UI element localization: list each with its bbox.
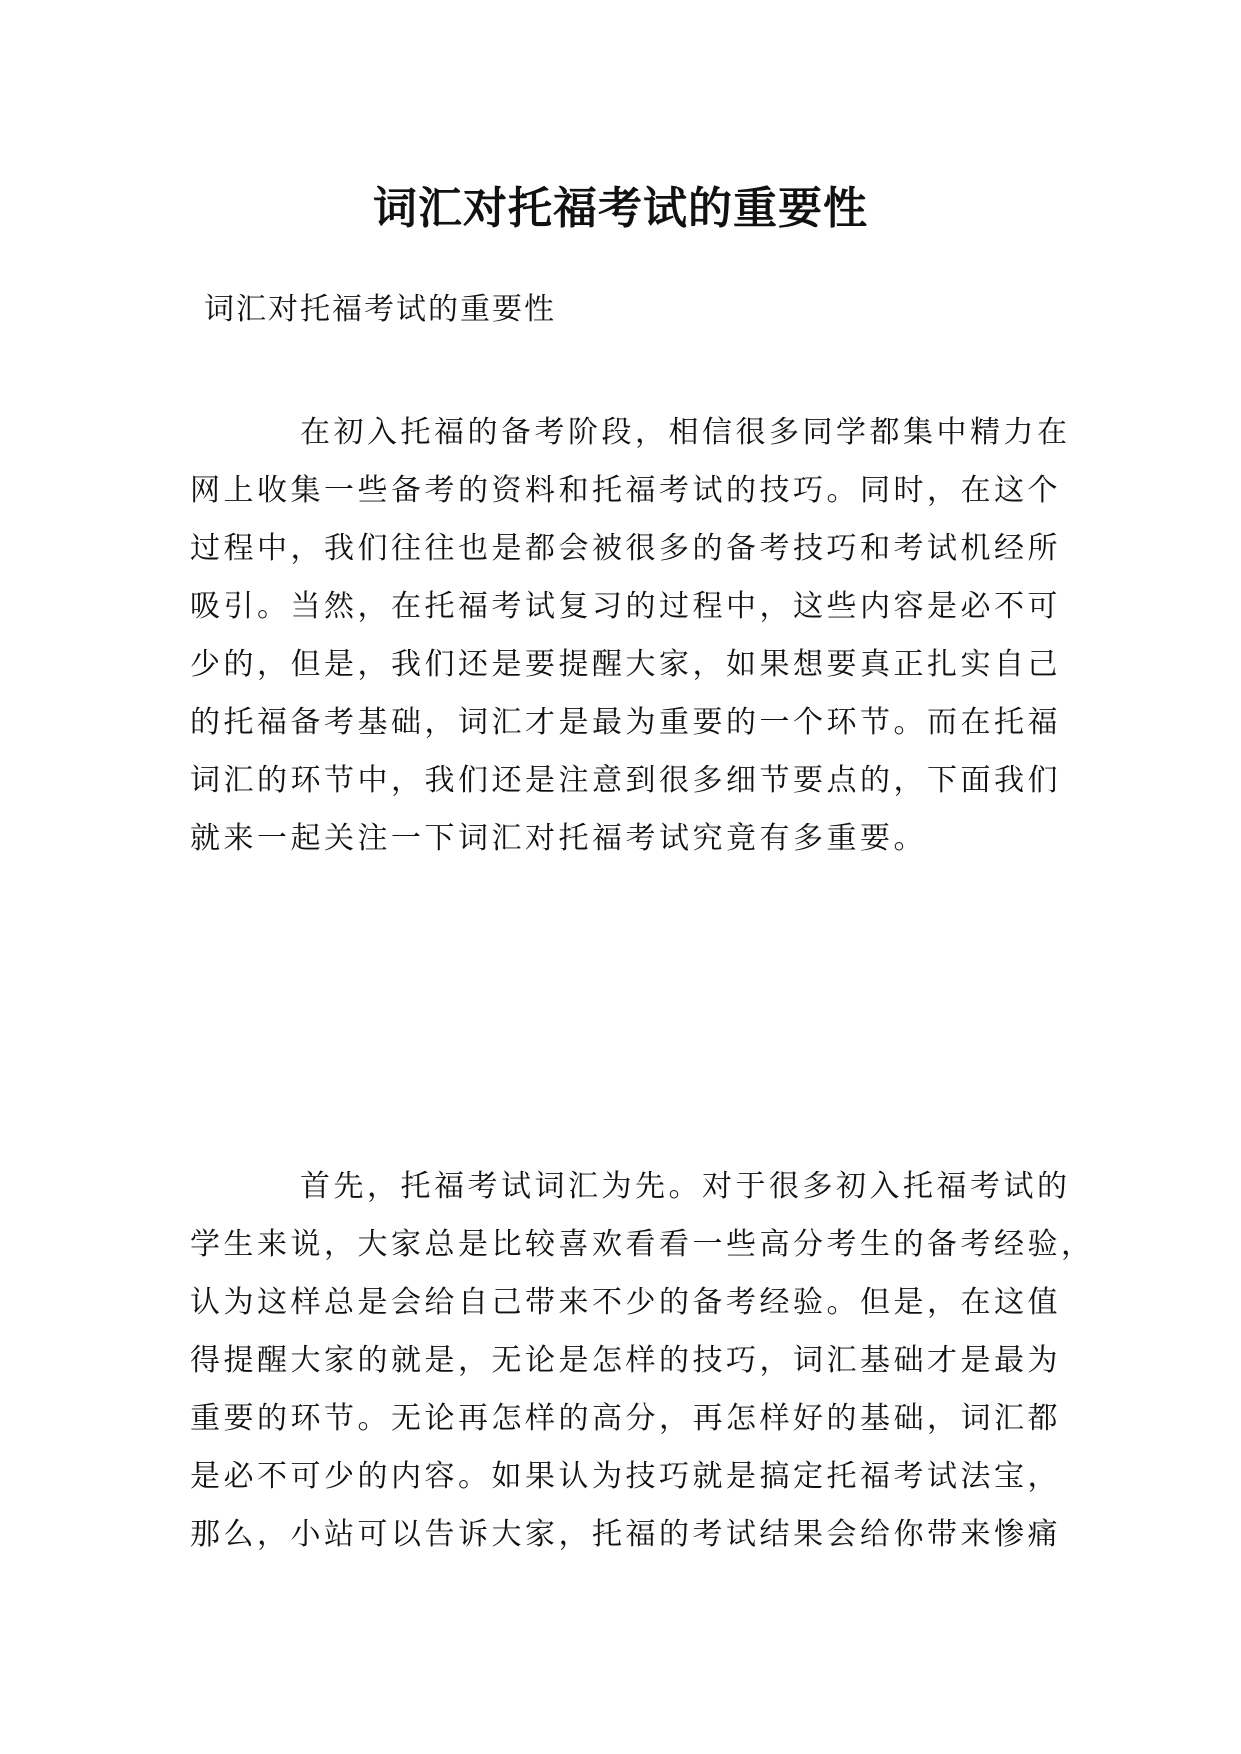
paragraph-line: 过程中，我们往往也是都会被很多的备考技巧和考试机经所 xyxy=(190,531,1061,566)
paragraph-line: 学生来说，大家总是比较喜欢看看一些高分考生的备考经验， xyxy=(190,1227,1095,1262)
document-subtitle: 词汇对托福考试的重要性 xyxy=(204,292,556,327)
paragraph-line: 少的，但是，我们还是要提醒大家，如果想要真正扎实自己 xyxy=(190,647,1061,682)
paragraph-line: 的托福备考基础，词汇才是最为重要的一个环节。而在托福 xyxy=(190,705,1061,740)
paragraph-line: 得提醒大家的就是，无论是怎样的技巧，词汇基础才是最为 xyxy=(190,1343,1061,1378)
paragraph-line: 重要的环节。无论再怎样的高分，再怎样好的基础，词汇都 xyxy=(190,1401,1061,1436)
paragraph-line: 就来一起关注一下词汇对托福考试究竟有多重要。 xyxy=(190,821,927,856)
paragraph-line: 首先，托福考试词汇为先。对于很多初入托福考试的 xyxy=(300,1169,1071,1204)
paragraph-intro xyxy=(190,404,1071,868)
paragraph-line: 认为这样总是会给自己带来不少的备考经验。但是，在这值 xyxy=(190,1285,1061,1320)
paragraph-line: 在初入托福的备考阶段，相信很多同学都集中精力在 xyxy=(300,415,1071,450)
paragraph-line: 网上收集一些备考的资料和托福考试的技巧。同时，在这个 xyxy=(190,473,1061,508)
paragraph-line: 吸引。当然，在托福考试复习的过程中，这些内容是必不可 xyxy=(190,589,1061,624)
paragraph-vocabulary-first xyxy=(190,1158,1095,1564)
paragraph-line: 那么，小站可以告诉大家，托福的考试结果会给你带来惨痛 xyxy=(190,1517,1061,1552)
document-title: 词汇对托福考试的重要性 xyxy=(373,183,868,235)
paragraph-line: 是必不可少的内容。如果认为技巧就是搞定托福考试法宝， xyxy=(190,1459,1061,1494)
paragraph-line: 词汇的环节中，我们还是注意到很多细节要点的，下面我们 xyxy=(190,763,1061,798)
